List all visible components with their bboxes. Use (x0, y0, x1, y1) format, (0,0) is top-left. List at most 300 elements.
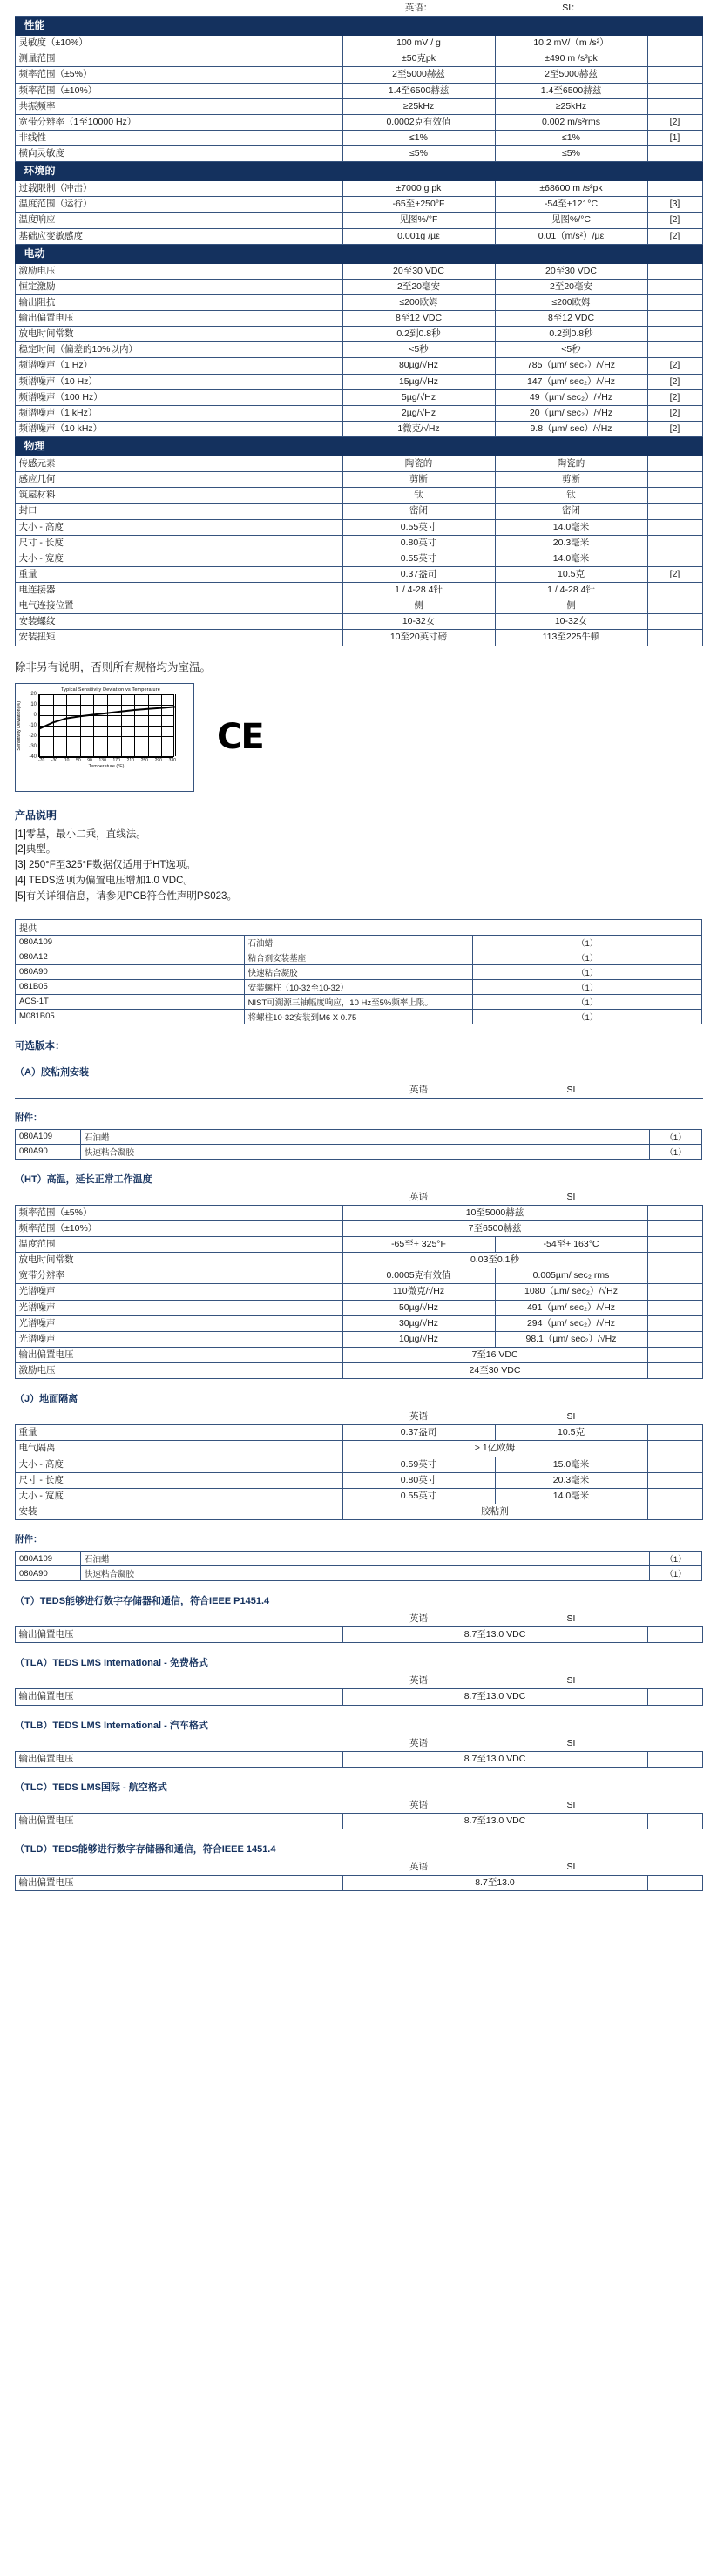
units-header-si: SI (495, 1673, 647, 1689)
spec-row-note: [3] (647, 197, 702, 213)
spec-row-si-value: ±490 m /s²pk (495, 51, 647, 67)
spec-row-note (647, 327, 702, 342)
section-header-row (15, 437, 702, 456)
accessory-row (16, 935, 702, 950)
product-description-item: [5]有关详细信息，请参见PCB符合性声明PS023。 (15, 890, 237, 902)
spec-row-english-value: 10-32女 (342, 614, 495, 630)
spec-row-label: 共振频率 (15, 98, 342, 114)
spec-row-label: 激励电压 (15, 263, 342, 279)
spec-row-si-value: 98.1（µm/ sec₂）/√Hz (495, 1331, 647, 1347)
ce-mark-icon: CE (217, 717, 263, 757)
spec-row-label: 输出阻抗 (15, 294, 342, 310)
spec-row-si-value: 10-32女 (495, 614, 647, 630)
spec-row-si-value: -54至+121°C (495, 197, 647, 213)
spec-row (15, 1504, 702, 1519)
spec-row-label: 频率范围（±10%） (15, 1220, 342, 1236)
spec-row-spanned-value: 7至16 VDC (342, 1347, 647, 1362)
spec-row-label: 安装扭矩 (15, 630, 342, 646)
option-j-table (15, 1409, 703, 1520)
spec-row-si-value: 49（µm/ sec₂）/√Hz (495, 389, 647, 405)
spec-row-si-value: 20.3毫米 (495, 535, 647, 551)
spec-row-si-value: 2至20毫安 (495, 279, 647, 294)
spec-row-note (647, 1253, 702, 1268)
units-header-note (647, 1082, 702, 1098)
spec-row-label: 电连接器 (15, 583, 342, 598)
accessory-row (16, 1129, 702, 1144)
accessory-row (16, 1009, 702, 1024)
spec-row-english-value: 2至5000赫兹 (342, 67, 495, 83)
spec-row (15, 1751, 702, 1767)
spec-row-si-value: 1080（µm/ sec₂）/√Hz (495, 1284, 647, 1300)
spec-row (15, 1488, 702, 1504)
spec-row (15, 1876, 702, 1891)
chart-x-tick: 130 (98, 757, 106, 763)
spec-row-note (647, 1347, 702, 1362)
chart-x-axis-label: Temperature (°F) (88, 763, 125, 769)
chart-y-tick: -10 (29, 722, 37, 728)
spec-row-note (647, 1876, 702, 1891)
option-tla-table (15, 1673, 703, 1705)
option-t-table (15, 1611, 703, 1643)
spec-row-note (647, 1205, 702, 1220)
chart-plot-canvas (38, 694, 174, 757)
spec-row-label: 输出偏置电压 (15, 1347, 342, 1362)
spec-row-label: 尺寸 - 长度 (15, 1472, 342, 1488)
accessory-model-number: M081B05 (16, 1009, 245, 1024)
spec-row-label: 大小 - 宽度 (15, 1488, 342, 1504)
spec-row-note (647, 1488, 702, 1504)
option-tlb-title: （TLB）TEDS LMS International - 汽车格式 (15, 1720, 208, 1731)
spec-row-note (647, 36, 702, 51)
spec-row-label: 电气隔离 (15, 1441, 342, 1457)
accessory-model-number: 080A90 (16, 964, 245, 979)
spec-row-label: 安装 (15, 1504, 342, 1519)
spec-row-note (647, 614, 702, 630)
section-header-row (15, 244, 702, 263)
spec-row-note: [2] (647, 228, 702, 244)
units-header-row (15, 1860, 702, 1876)
chart-y-tick: 20 (30, 691, 37, 697)
spec-row-si-value: 钛 (495, 488, 647, 504)
spec-row-note (647, 488, 702, 504)
chart-gridline-vertical (175, 694, 176, 756)
spec-row-label: 宽带分辨率 (15, 1268, 342, 1284)
section-header-label: 电动 (15, 244, 702, 263)
spec-row-note (647, 1300, 702, 1315)
spec-row-note (647, 181, 702, 197)
chart-y-tick: 0 (33, 712, 37, 718)
spec-row (15, 83, 702, 98)
spec-row (15, 1472, 702, 1488)
option-j-accessory-label: 附件： (15, 1534, 43, 1545)
chart-and-ce-row (15, 683, 702, 792)
spec-row-english-value: 8至12 VDC (342, 311, 495, 327)
spec-row-spanned-value: 8.7至13.0 VDC (342, 1813, 647, 1829)
spec-row-si-value: 294（µm/ sec₂）/√Hz (495, 1315, 647, 1331)
spec-row-english-value: 0.80英寸 (342, 1472, 495, 1488)
chart-y-axis-label: Sensitivity Deviation(%) (17, 700, 22, 751)
accessory-row (16, 994, 702, 1009)
spec-row (15, 1331, 702, 1347)
units-header-row (15, 1673, 702, 1689)
spec-row-english-value: 10至20英寸磅 (342, 630, 495, 646)
spec-row (15, 213, 702, 228)
accessory-quantity: （1） (473, 935, 702, 950)
spec-row (15, 327, 702, 342)
spec-row-si-value: 8至12 VDC (495, 311, 647, 327)
spec-row-note (647, 504, 702, 519)
spec-row-si-value: 14.0毫米 (495, 1488, 647, 1504)
spec-row-english-value: ≤200欧姆 (342, 294, 495, 310)
units-header-english: 英语 (342, 1797, 495, 1813)
accessory-description: 粘合剂安装基座 (244, 950, 473, 964)
spec-row-note: [2] (647, 389, 702, 405)
accessory-quantity: （1） (650, 1144, 702, 1159)
product-description-item: [3] 250°F至325°F数据仅适用于HT选项。 (15, 860, 196, 871)
spec-row (15, 114, 702, 130)
spec-row-label: 宽带分辨率（1至10000 Hz） (15, 114, 342, 130)
chart-gridline (39, 757, 173, 758)
spec-row-english-value: 陶瓷的 (342, 456, 495, 472)
accessory-description: 石油蜡 (81, 1552, 650, 1566)
product-description-heading: 产品说明 (15, 808, 57, 821)
spec-row (15, 294, 702, 310)
spec-row-english-value: 1 / 4-28 4针 (342, 583, 495, 598)
spec-row-si-value: 0.2到0.8秒 (495, 327, 647, 342)
accessory-description: 快速粘合凝胶 (81, 1566, 650, 1581)
accessory-row (16, 979, 702, 994)
spec-row-english-value: 15µg/√Hz (342, 374, 495, 389)
units-header-note (647, 1673, 702, 1689)
spec-row (15, 1315, 702, 1331)
spec-row-label: 频率范围（±10%） (15, 83, 342, 98)
spec-row-label: 输出偏置电压 (15, 1627, 342, 1643)
units-header-spacer (15, 1797, 342, 1813)
spec-row-english-value: 0.001g /µε (342, 228, 495, 244)
spec-row-si-value: 10.5克 (495, 1425, 647, 1441)
spec-row-english-value: 剪断 (342, 472, 495, 488)
spec-row-label: 放电时间常数 (15, 327, 342, 342)
accessory-description: 石油蜡 (81, 1129, 650, 1144)
accessory-description: 快速粘合凝胶 (244, 964, 473, 979)
spec-row (15, 1689, 702, 1705)
spec-row-label: 光谱噪声 (15, 1331, 342, 1347)
room-temperature-note: 除非另有说明，否则所有规格均为室温。 (15, 660, 212, 673)
spec-row-note (647, 51, 702, 67)
spec-row (15, 504, 702, 519)
spec-row-si-value: 1 / 4-28 4针 (495, 583, 647, 598)
spec-row (15, 519, 702, 535)
spec-row-si-value: <5秒 (495, 342, 647, 358)
spec-row-note (647, 1425, 702, 1441)
spec-row-label: 大小 - 高度 (15, 1457, 342, 1472)
accessories-header-row (16, 919, 702, 935)
spec-row-si-value: 14.0毫米 (495, 551, 647, 566)
spec-row (15, 456, 702, 472)
spec-row-spanned-value: 8.7至13.0 VDC (342, 1751, 647, 1767)
spec-row-si-value: 密闭 (495, 504, 647, 519)
units-header-english: 英语： (342, 1, 495, 17)
accessory-quantity: （1） (473, 1009, 702, 1024)
spec-row-note (647, 1331, 702, 1347)
spec-row-si-value: 0.01（m/s²）/µε (495, 228, 647, 244)
spec-row-note: [2] (647, 374, 702, 389)
spec-row (15, 1441, 702, 1457)
spec-row-english-value: -65至+ 325°F (342, 1237, 495, 1253)
option-a-accessory-label: 附件： (15, 1112, 43, 1123)
units-header-note (647, 1860, 702, 1876)
option-tlb-table (15, 1735, 703, 1768)
spec-row (15, 358, 702, 374)
spec-row-note (647, 1457, 702, 1472)
spec-row-si-value: 147（µm/ sec₂）/√Hz (495, 374, 647, 389)
option-tld-title: （TLD）TEDS能够进行数字存储器和通信，符合IEEE 1451.4 (15, 1844, 276, 1856)
spec-row-english-value: 0.37盎司 (342, 1425, 495, 1441)
spec-row-si-value: ±68600 m /s²pk (495, 181, 647, 197)
chart-x-tick: 90 (87, 757, 92, 763)
spec-row-si-value: -54至+ 163°C (495, 1237, 647, 1253)
spec-row (15, 583, 702, 598)
spec-row-label: 稳定时间（偏差的10%以内） (15, 342, 342, 358)
accessory-description: NIST可溯源三轴幅度响应，10 Hz至5%频率上限。 (244, 994, 473, 1009)
section-header-label: 环境的 (15, 162, 702, 181)
spec-row (15, 1425, 702, 1441)
spec-row-label: 频谱噪声（1 kHz） (15, 405, 342, 421)
chart-y-tick: 10 (30, 701, 37, 707)
units-header-note (647, 1735, 702, 1751)
spec-row-note (647, 98, 702, 114)
units-header-note (647, 1189, 702, 1205)
main-spec-table (15, 0, 703, 646)
accessory-model-number: 080A12 (16, 950, 245, 964)
spec-row-label: 放电时间常数 (15, 1253, 342, 1268)
spec-row (15, 389, 702, 405)
spec-row-spanned-value: 8.7至13.0 VDC (342, 1627, 647, 1643)
spec-row-si-value: 10.5克 (495, 566, 647, 582)
accessory-model-number: 080A109 (16, 1129, 81, 1144)
spec-row-label: 频率范围（±5%） (15, 67, 342, 83)
spec-row-note (647, 1689, 702, 1705)
spec-row-label: 筑屋材料 (15, 488, 342, 504)
spec-row-note (647, 294, 702, 310)
spec-row-label: 大小 - 宽度 (15, 551, 342, 566)
accessory-quantity: （1） (473, 979, 702, 994)
spec-row-english-value: 2µg/√Hz (342, 405, 495, 421)
spec-row-english-value: 5µg/√Hz (342, 389, 495, 405)
spacer (0, 905, 717, 914)
units-header-row (15, 1612, 702, 1627)
units-header-si: SI (495, 1860, 647, 1876)
spec-row-label: 电气连接位置 (15, 598, 342, 614)
spec-row-note: [2] (647, 421, 702, 436)
spec-row-si-value: 陶瓷的 (495, 456, 647, 472)
spec-row-english-value: 20至30 VDC (342, 263, 495, 279)
spec-row-si-value: 113至225牛顿 (495, 630, 647, 646)
spec-row (15, 630, 702, 646)
option-j-accessories-table (15, 1551, 702, 1581)
spec-row (15, 566, 702, 582)
spec-row-english-value: 0.55英寸 (342, 551, 495, 566)
units-header-english: 英语 (342, 1673, 495, 1689)
spec-row-label: 输出偏置电压 (15, 311, 342, 327)
spec-row-spanned-value: 8.7至13.0 (342, 1876, 647, 1891)
spec-row-note (647, 279, 702, 294)
spec-row-note (647, 1363, 702, 1379)
chart-x-tick-labels (38, 758, 176, 763)
spec-row-label: 感应几何 (15, 472, 342, 488)
spec-row-label: 频谱噪声（10 Hz） (15, 374, 342, 389)
spec-row-english-value: 侧 (342, 598, 495, 614)
spec-row-si-value: 剪断 (495, 472, 647, 488)
spec-row-si-value: 15.0毫米 (495, 1457, 647, 1472)
sensitivity-deviation-chart (15, 683, 194, 792)
product-description-item: [4] TEDS选项为偏置电压增加1.0 VDC。 (15, 875, 193, 886)
spec-row-note (647, 311, 702, 327)
spec-row-spanned-value: > 1亿欧姆 (342, 1441, 647, 1457)
chart-y-tick: -40 (29, 754, 37, 760)
spec-row-english-value: 100 mV / g (342, 36, 495, 51)
accessory-quantity: （1） (650, 1129, 702, 1144)
units-header-row (15, 1189, 702, 1205)
option-tlc-table (15, 1797, 703, 1829)
spec-row (15, 1268, 702, 1284)
chart-x-tick: 250 (140, 757, 148, 763)
units-header-english: 英语 (342, 1189, 495, 1205)
units-header-si: SI (495, 1082, 647, 1098)
spec-row (15, 67, 702, 83)
spec-row-english-value: 0.37盎司 (342, 566, 495, 582)
spec-row (15, 36, 702, 51)
units-header-row (15, 1, 702, 17)
accessory-row (16, 1566, 702, 1581)
spec-row-note (647, 1751, 702, 1767)
spec-row-note (647, 83, 702, 98)
spec-row-label: 输出偏置电压 (15, 1751, 342, 1767)
spec-row-si-value: 14.0毫米 (495, 519, 647, 535)
spec-row-label: 基础应变敏感度 (15, 228, 342, 244)
chart-y-tick: -20 (29, 733, 37, 739)
spec-row-note (647, 146, 702, 162)
section-header-label: 性能 (15, 17, 702, 36)
spec-row-label: 重量 (15, 566, 342, 582)
spec-row-label: 光谱噪声 (15, 1300, 342, 1315)
accessories-header-label: 提供 (16, 919, 702, 935)
accessory-model-number: 081B05 (16, 979, 245, 994)
spec-row-label: 频率范围（±5%） (15, 1205, 342, 1220)
spec-row-label: 过载限制（冲击） (15, 181, 342, 197)
units-header-spacer (15, 1673, 342, 1689)
spec-row (15, 311, 702, 327)
spec-row-english-value: 钛 (342, 488, 495, 504)
spec-row-english-value: 1.4至6500赫兹 (342, 83, 495, 98)
spec-row-english-value: 80µg/√Hz (342, 358, 495, 374)
option-t-title: （T）TEDS能够进行数字存储器和通信，符合IEEE P1451.4 (15, 1596, 270, 1607)
chart-x-tick: -30 (51, 757, 58, 763)
spec-row (15, 181, 702, 197)
spec-row-si-value: 20（µm/ sec₂）/√Hz (495, 405, 647, 421)
spec-row-english-value: <5秒 (342, 342, 495, 358)
spec-row-note (647, 1472, 702, 1488)
units-header-si: SI (495, 1797, 647, 1813)
spec-row (15, 421, 702, 436)
section-header-row (15, 17, 702, 36)
spec-row-label: 输出偏置电压 (15, 1813, 342, 1829)
units-header-row (15, 1082, 702, 1098)
units-header-note (647, 1410, 702, 1425)
spec-row-label: 输出偏置电压 (15, 1689, 342, 1705)
option-tla-title: （TLA）TEDS LMS International - 免费格式 (15, 1658, 208, 1669)
spec-row-spanned-value: 10至5000赫兹 (342, 1205, 647, 1220)
chart-x-tick: 50 (76, 757, 81, 763)
spec-row-note (647, 1627, 702, 1643)
spec-row-si-value: 785（µm/ sec₂）/√Hz (495, 358, 647, 374)
chart-x-tick: -70 (38, 757, 45, 763)
spec-row-english-value: -65至+250°F (342, 197, 495, 213)
section-header-label: 物理 (15, 437, 702, 456)
spec-row (15, 1457, 702, 1472)
accessory-quantity: （1） (473, 950, 702, 964)
spec-row-si-value: 20.3毫米 (495, 1472, 647, 1488)
spec-row-note (647, 1220, 702, 1236)
spec-row-si-value: 侧 (495, 598, 647, 614)
option-j-title: （J）地面隔离 (15, 1394, 78, 1405)
units-header-english: 英语 (342, 1860, 495, 1876)
spec-row (15, 551, 702, 566)
units-header-english: 英语 (342, 1410, 495, 1425)
spec-row (15, 98, 702, 114)
spec-row-english-value: 30µg/√Hz (342, 1315, 495, 1331)
spec-row-label: 非线性 (15, 130, 342, 145)
spec-row-label: 封口 (15, 504, 342, 519)
spec-row-note (647, 1441, 702, 1457)
spec-row-spanned-value: 0.03至0.1秒 (342, 1253, 647, 1268)
accessory-model-number: 080A90 (16, 1144, 81, 1159)
spec-row (15, 342, 702, 358)
spec-row (15, 535, 702, 551)
spec-row (15, 488, 702, 504)
spec-row-label: 恒定激励 (15, 279, 342, 294)
chart-title: Typical Sensitivity Deviation vs Temperature (61, 686, 160, 693)
spec-row-label: 输出偏置电压 (15, 1876, 342, 1891)
spec-row-si-value: ≤1% (495, 130, 647, 145)
units-header-si: SI (495, 1612, 647, 1627)
spec-row-english-value: 0.55英寸 (342, 519, 495, 535)
spec-row-note: [2] (647, 358, 702, 374)
chart-series-line (39, 707, 175, 728)
spec-row-english-value: 0.0002克有效值 (342, 114, 495, 130)
option-tld-table (15, 1859, 703, 1891)
spec-row-si-value: ≤5% (495, 146, 647, 162)
spec-row-english-value: 0.0005克有效值 (342, 1268, 495, 1284)
spec-row (15, 1237, 702, 1253)
spec-row-spanned-value: 8.7至13.0 VDC (342, 1689, 647, 1705)
spec-row-label: 灵敏度（±10%） (15, 36, 342, 51)
spec-row-note: [2] (647, 566, 702, 582)
spec-row (15, 263, 702, 279)
units-header-spacer (15, 1410, 342, 1425)
accessory-model-number: 080A109 (16, 935, 245, 950)
spec-row-label: 频谱噪声（10 kHz） (15, 421, 342, 436)
accessory-row (16, 950, 702, 964)
units-header-si: SI (495, 1189, 647, 1205)
accessory-quantity: （1） (473, 994, 702, 1009)
spec-row-si-value: ≤200欧姆 (495, 294, 647, 310)
spec-row (15, 1284, 702, 1300)
chart-x-tick: 210 (126, 757, 134, 763)
units-header-row (15, 1797, 702, 1813)
spec-row-english-value: 0.80英寸 (342, 535, 495, 551)
units-header-spacer (15, 1612, 342, 1627)
